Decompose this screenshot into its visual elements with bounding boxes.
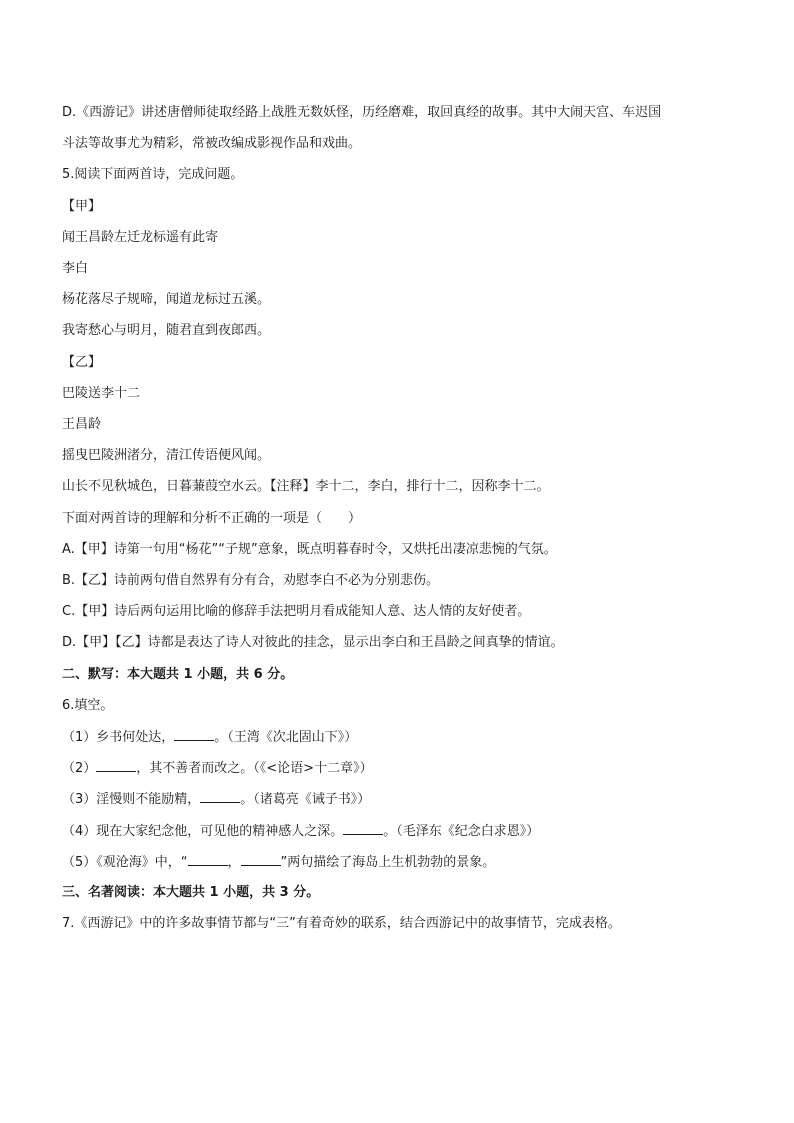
section-3-heading: 三、名著阅读：本大题共 1 小题，共 3 分。 xyxy=(62,885,320,900)
fill-blank-1[interactable] xyxy=(174,728,214,741)
fill-item-2 xyxy=(62,759,742,778)
fill-item-1-suffix: 。（王湾《次北固山下》） xyxy=(214,730,358,745)
poem-a-line1: 杨花落尽子规啼，闻道龙标过五溪。 xyxy=(62,292,271,307)
poem-b-line1: 摇曳巴陵洲渚分，清江传语便风闻。 xyxy=(62,448,271,463)
section-2-heading: 二、默写：本大题共 1 小题，共 6 分。 xyxy=(62,667,294,682)
q4-option-d-line2: 斗法等故事尤为精彩，常被改编成影视作品和戏曲。 xyxy=(62,136,362,151)
fill-item-1 xyxy=(62,728,742,747)
fill-item-5-suffix: ”两句描绘了海岛上生机勃勃的景象。 xyxy=(280,855,496,870)
fill-item-4-suffix: 。（毛泽东《纪念白求恩》） xyxy=(383,824,540,839)
q5-option-a: A.【甲】诗第一句用“杨花”“子规”意象，既点明暮春时令，又烘托出凄凉悲惋的气氛。 xyxy=(62,542,557,557)
fill-item-2-suffix: ，其不善者而改之。（《<论语>十二章》） xyxy=(136,761,373,776)
fill-item-3 xyxy=(62,790,742,809)
fill-item-4 xyxy=(62,822,742,841)
poem-a-author: 李白 xyxy=(62,261,89,276)
q4-option-d-line1: D.《西游记》讲述唐僧师徒取经路上战胜无数妖怪，历经磨难，取回真经的故事。其中大闹天宫、车迟国 xyxy=(62,105,662,120)
poem-a-line2: 我寄愁心与明月，随君直到夜郎西。 xyxy=(62,323,271,338)
fill-item-3-suffix: 。（诸葛亮《诫子书》） xyxy=(240,792,371,807)
fill-blank-5a[interactable] xyxy=(188,853,228,866)
poem-b-line2-and-note: 山长不见秋城色，日暮蒹葭空水云。【注释】李十二，李白，排行十二，因称李十二。 xyxy=(62,479,550,494)
fill-item-1-prefix: （1）乡书何处达， xyxy=(62,730,175,745)
fill-item-2-prefix: （2） xyxy=(62,761,97,776)
poem-a-marker: 【甲】 xyxy=(62,199,102,214)
fill-item-5-prefix: （5）《观沧海》中，“ xyxy=(62,855,188,870)
fill-item-3-prefix: （3）淫慢则不能励精， xyxy=(62,792,201,807)
q5-option-c: C.【甲】诗后两句运用比喻的修辞手法把明月看成能知人意、达人情的友好使者。 xyxy=(62,604,531,619)
q5-stem: 5.阅读下面两首诗，完成问题。 xyxy=(62,167,244,182)
fill-item-4-prefix: （4）现在大家纪念他，可见他的精神感人之深。 xyxy=(62,824,344,839)
fill-item-5 xyxy=(62,853,742,872)
q6-stem: 6.填空。 xyxy=(62,698,114,713)
q5-option-b: B.【乙】诗前两句借自然界有分有合，劝慰李白不必为分别悲伤。 xyxy=(62,573,440,588)
poem-b-title: 巴陵送李十二 xyxy=(62,386,141,401)
q7-stem: 7.《西游记》中的许多故事情节都与“三”有着奇妙的联系，结合西游记中的故事情节，完成表格。 xyxy=(62,916,621,931)
fill-blank-4[interactable] xyxy=(343,822,383,835)
fill-blank-5b[interactable] xyxy=(241,853,281,866)
q5-question: 下面对两首诗的理解和分析不正确的一项是（ ） xyxy=(62,511,362,526)
poem-b-marker: 【乙】 xyxy=(62,355,102,370)
fill-item-5-mid: ， xyxy=(227,855,241,870)
poem-b-author: 王昌龄 xyxy=(62,417,102,432)
q5-option-d: D.【甲】【乙】诗都是表达了诗人对彼此的挂念，显示出李白和王昌龄之间真挚的情谊。 xyxy=(62,635,564,650)
fill-blank-2[interactable] xyxy=(96,759,136,772)
poem-a-title: 闻王昌龄左迁龙标遥有此寄 xyxy=(62,230,219,245)
fill-blank-3[interactable] xyxy=(200,790,240,803)
